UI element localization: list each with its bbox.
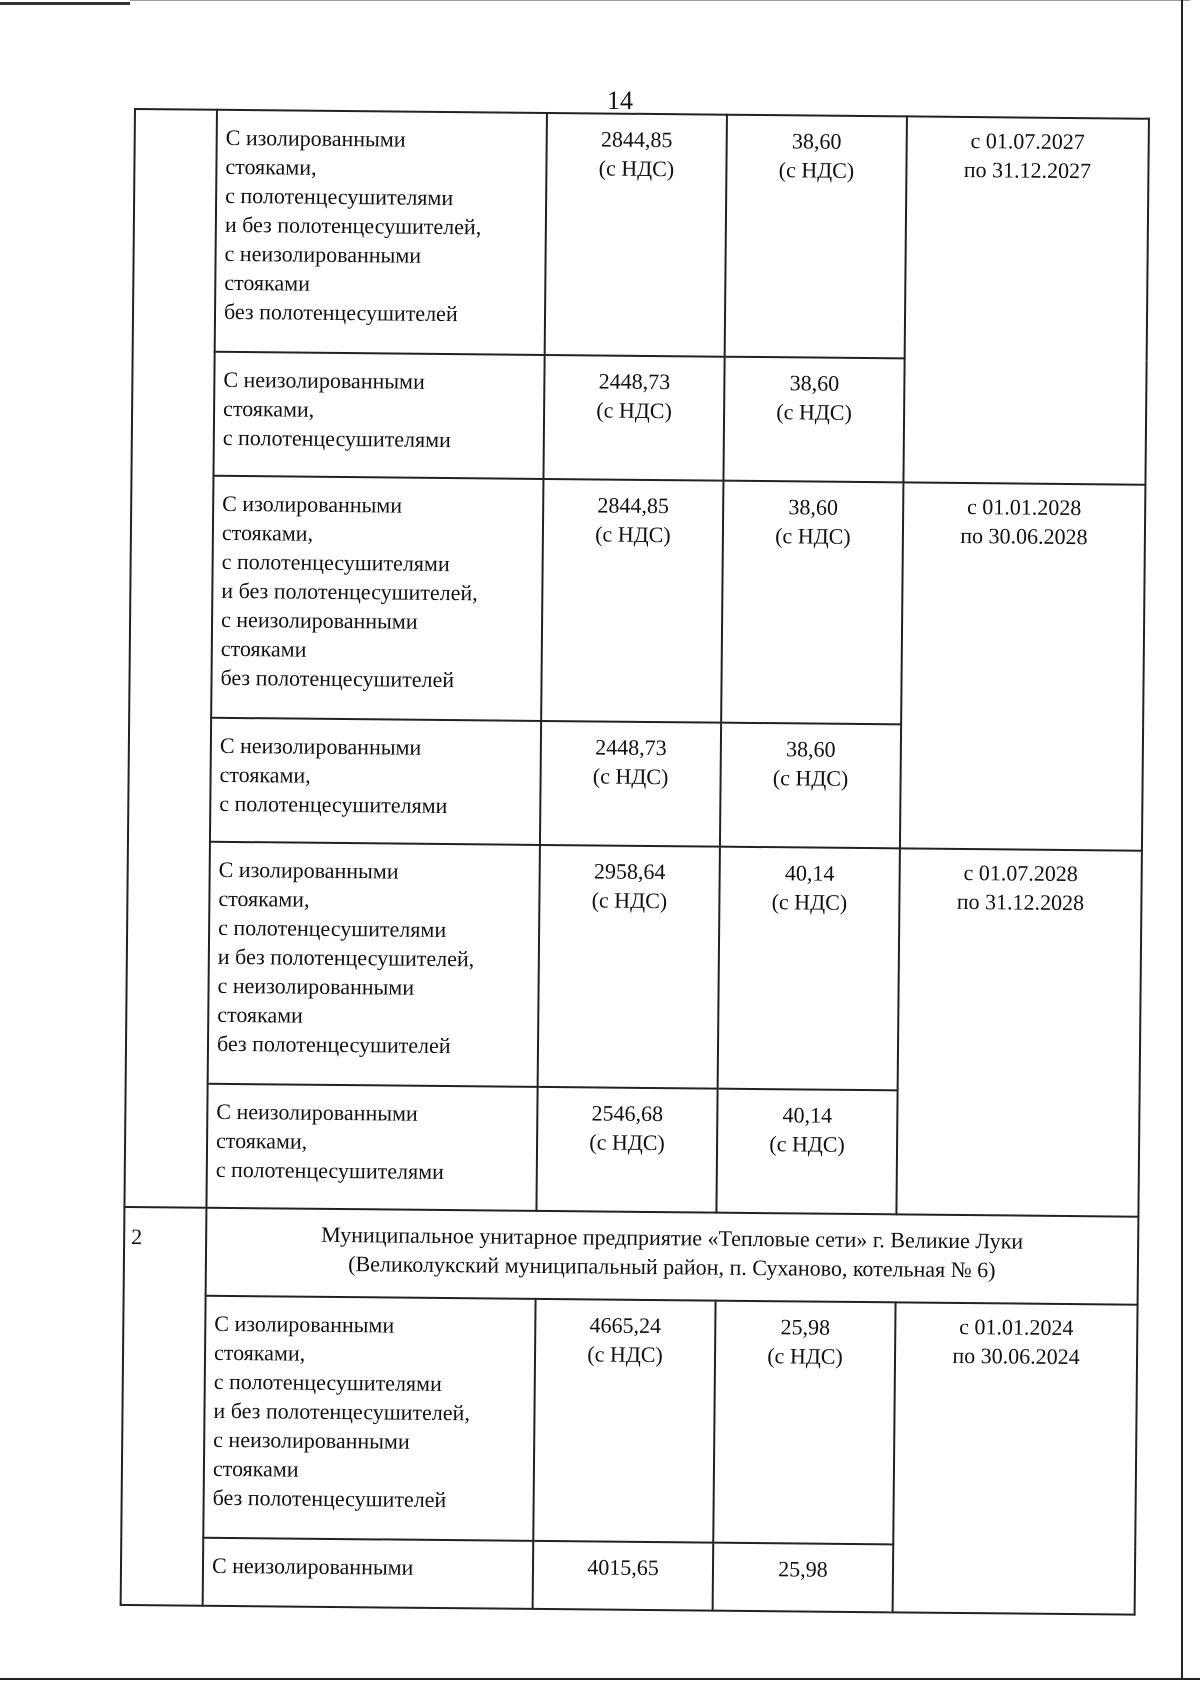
description-line: и без полотенцесушителей, — [213, 1397, 471, 1426]
scan-edge — [1181, 0, 1183, 1680]
value2-cell — [718, 847, 900, 1091]
period-start: с 01.07.2028 — [963, 859, 1078, 887]
description-line: стояками, — [219, 761, 311, 788]
period-start: с 01.01.2028 — [966, 494, 1082, 521]
value1: 2844,85 — [600, 126, 673, 153]
period-cell — [893, 1302, 1138, 1614]
scan-edge — [130, 0, 1190, 1]
value2-cell — [725, 115, 907, 359]
value1-cell — [545, 113, 727, 357]
description-line: С неизолированными — [211, 1552, 414, 1580]
tariff-table — [120, 108, 1150, 1616]
description-cell — [210, 718, 541, 845]
value2-note: (с НДС) — [772, 765, 849, 791]
description-line: и без полотенцесушителей, — [221, 577, 478, 606]
description-line: с неизолированными — [213, 1426, 410, 1454]
description-line: с полотенцесушителями — [221, 548, 450, 577]
value1-cell — [533, 1541, 714, 1611]
period-cell — [896, 848, 1142, 1216]
description-cell — [203, 1296, 535, 1541]
description-line: С изолированными — [214, 1310, 395, 1338]
value2-note: (с НДС) — [778, 157, 855, 183]
value2: 40,14 — [782, 1102, 833, 1128]
period-end: по 31.12.2028 — [956, 888, 1085, 916]
value1-note: (с НДС) — [595, 521, 671, 548]
scan-edge — [0, 1678, 1200, 1680]
value2-cell — [723, 357, 904, 483]
description-line: и без полотенцесушителей, — [224, 211, 482, 240]
value1-note: (с НДС) — [589, 1129, 665, 1156]
value1-note: (с НДС) — [587, 1341, 663, 1368]
description-line: и без полотенцесушителей, — [217, 943, 475, 972]
description-line: стояками — [220, 635, 307, 662]
period-end: по 30.06.2028 — [960, 522, 1088, 550]
description-line: стояками, — [213, 1339, 306, 1366]
description-line: без полотенцесушителей — [220, 664, 455, 693]
value2-cell — [716, 1089, 897, 1215]
value1: 4015,65 — [587, 1554, 659, 1581]
value1: 2844,85 — [597, 492, 670, 519]
organization-location: (Великолукский муниципальный район, п. Суханово, котельная № 6) — [348, 1251, 996, 1283]
description-line: С изолированными — [225, 124, 406, 152]
page-number: 14 — [607, 86, 633, 115]
description-line: без полотенцесушителей — [212, 1484, 447, 1513]
period-cell — [900, 482, 1146, 850]
period-start: с 01.07.2027 — [970, 128, 1085, 155]
description-line: без полотенцесушителей — [216, 1030, 451, 1059]
description-line: с полотенцесушителями — [218, 914, 447, 943]
description-line: с полотенцесушителями — [222, 424, 451, 453]
value2-cell — [721, 481, 903, 725]
value1-cell — [543, 355, 724, 481]
value1-note: (с НДС) — [592, 763, 669, 790]
value1-cell — [541, 479, 723, 723]
description-line: с неизолированными — [224, 240, 422, 268]
description-line: стояками, — [223, 395, 315, 422]
description-line: С изолированными — [222, 490, 403, 518]
description-line: стояками, — [225, 153, 317, 180]
description-line: стояками — [224, 269, 311, 296]
value1: 2546,68 — [591, 1100, 664, 1127]
description-line: с неизолированными — [217, 972, 415, 1000]
value1: 2958,64 — [593, 858, 666, 885]
organization-cell — [206, 1208, 1139, 1305]
value2: 25,98 — [780, 1314, 831, 1340]
description-line: С изолированными — [218, 856, 399, 884]
table-row — [133, 109, 1149, 361]
period-end: по 30.06.2024 — [952, 1342, 1080, 1370]
description-line: стояками — [212, 1455, 299, 1482]
value2: 38,60 — [786, 736, 836, 762]
description-line: стояками — [217, 1001, 304, 1028]
organization-name: Муниципальное унитарное предприятие «Тепловые сети» г. Великие Луки — [321, 1221, 1024, 1254]
description-line: с полотенцесушителями — [225, 182, 454, 211]
value2: 38,60 — [788, 494, 839, 520]
table-row — [126, 841, 1142, 1093]
value1-note: (с НДС) — [596, 397, 672, 424]
description-line: С неизолированными — [223, 366, 425, 394]
value2: 25,98 — [778, 1556, 828, 1582]
description-cell — [203, 1538, 534, 1609]
value2-cell — [713, 1301, 895, 1545]
value2-note: (с НДС) — [769, 1131, 845, 1157]
table-row — [121, 1295, 1137, 1547]
description-line: стояками, — [218, 885, 310, 912]
value1: 2448,73 — [595, 734, 667, 761]
value2-note: (с НДС) — [767, 1343, 843, 1369]
value2-cell — [720, 723, 901, 849]
value1-cell — [536, 1087, 717, 1213]
row-number-cell — [124, 109, 217, 1208]
description-line: С неизолированными — [216, 1098, 418, 1126]
value2: 40,14 — [784, 860, 835, 886]
description-line: С неизолированными — [219, 732, 422, 760]
scan-edge — [0, 2, 130, 5]
period-cell — [903, 116, 1149, 484]
value2: 38,60 — [791, 128, 842, 154]
description-line: с неизолированными — [220, 606, 418, 634]
row-number-cell — [121, 1207, 207, 1606]
table-row — [129, 475, 1145, 727]
period-start: с 01.01.2024 — [959, 1313, 1074, 1341]
description-cell — [215, 110, 547, 355]
table-row — [124, 1207, 1139, 1305]
description-cell — [208, 842, 540, 1087]
value2-note: (с НДС) — [771, 889, 848, 915]
value2-note: (с НДС) — [775, 523, 851, 549]
value1-cell — [533, 1299, 715, 1543]
description-line: стояками, — [221, 519, 314, 546]
description-cell — [213, 352, 544, 479]
period-end: по 31.12.2027 — [963, 156, 1092, 184]
value1-note: (с НДС) — [598, 155, 675, 182]
value1: 2448,73 — [598, 368, 671, 395]
description-line: с полотенцесушителями — [213, 1368, 442, 1397]
description-cell — [206, 1084, 537, 1211]
value1-note: (с НДС) — [591, 887, 668, 914]
description-line: с полотенцесушителями — [215, 1156, 444, 1185]
value1: 4665,24 — [589, 1312, 662, 1339]
description-line: с полотенцесушителями — [219, 790, 448, 819]
value2-cell — [713, 1543, 894, 1613]
value1-cell — [538, 845, 720, 1089]
row-number: 2 — [131, 1224, 143, 1250]
value2: 38,60 — [789, 370, 840, 396]
description-line: стояками, — [215, 1127, 308, 1154]
description-cell — [211, 476, 543, 721]
value2-note: (с НДС) — [776, 399, 852, 425]
value1-cell — [540, 721, 721, 847]
description-line: без полотенцесушителей — [223, 298, 458, 327]
